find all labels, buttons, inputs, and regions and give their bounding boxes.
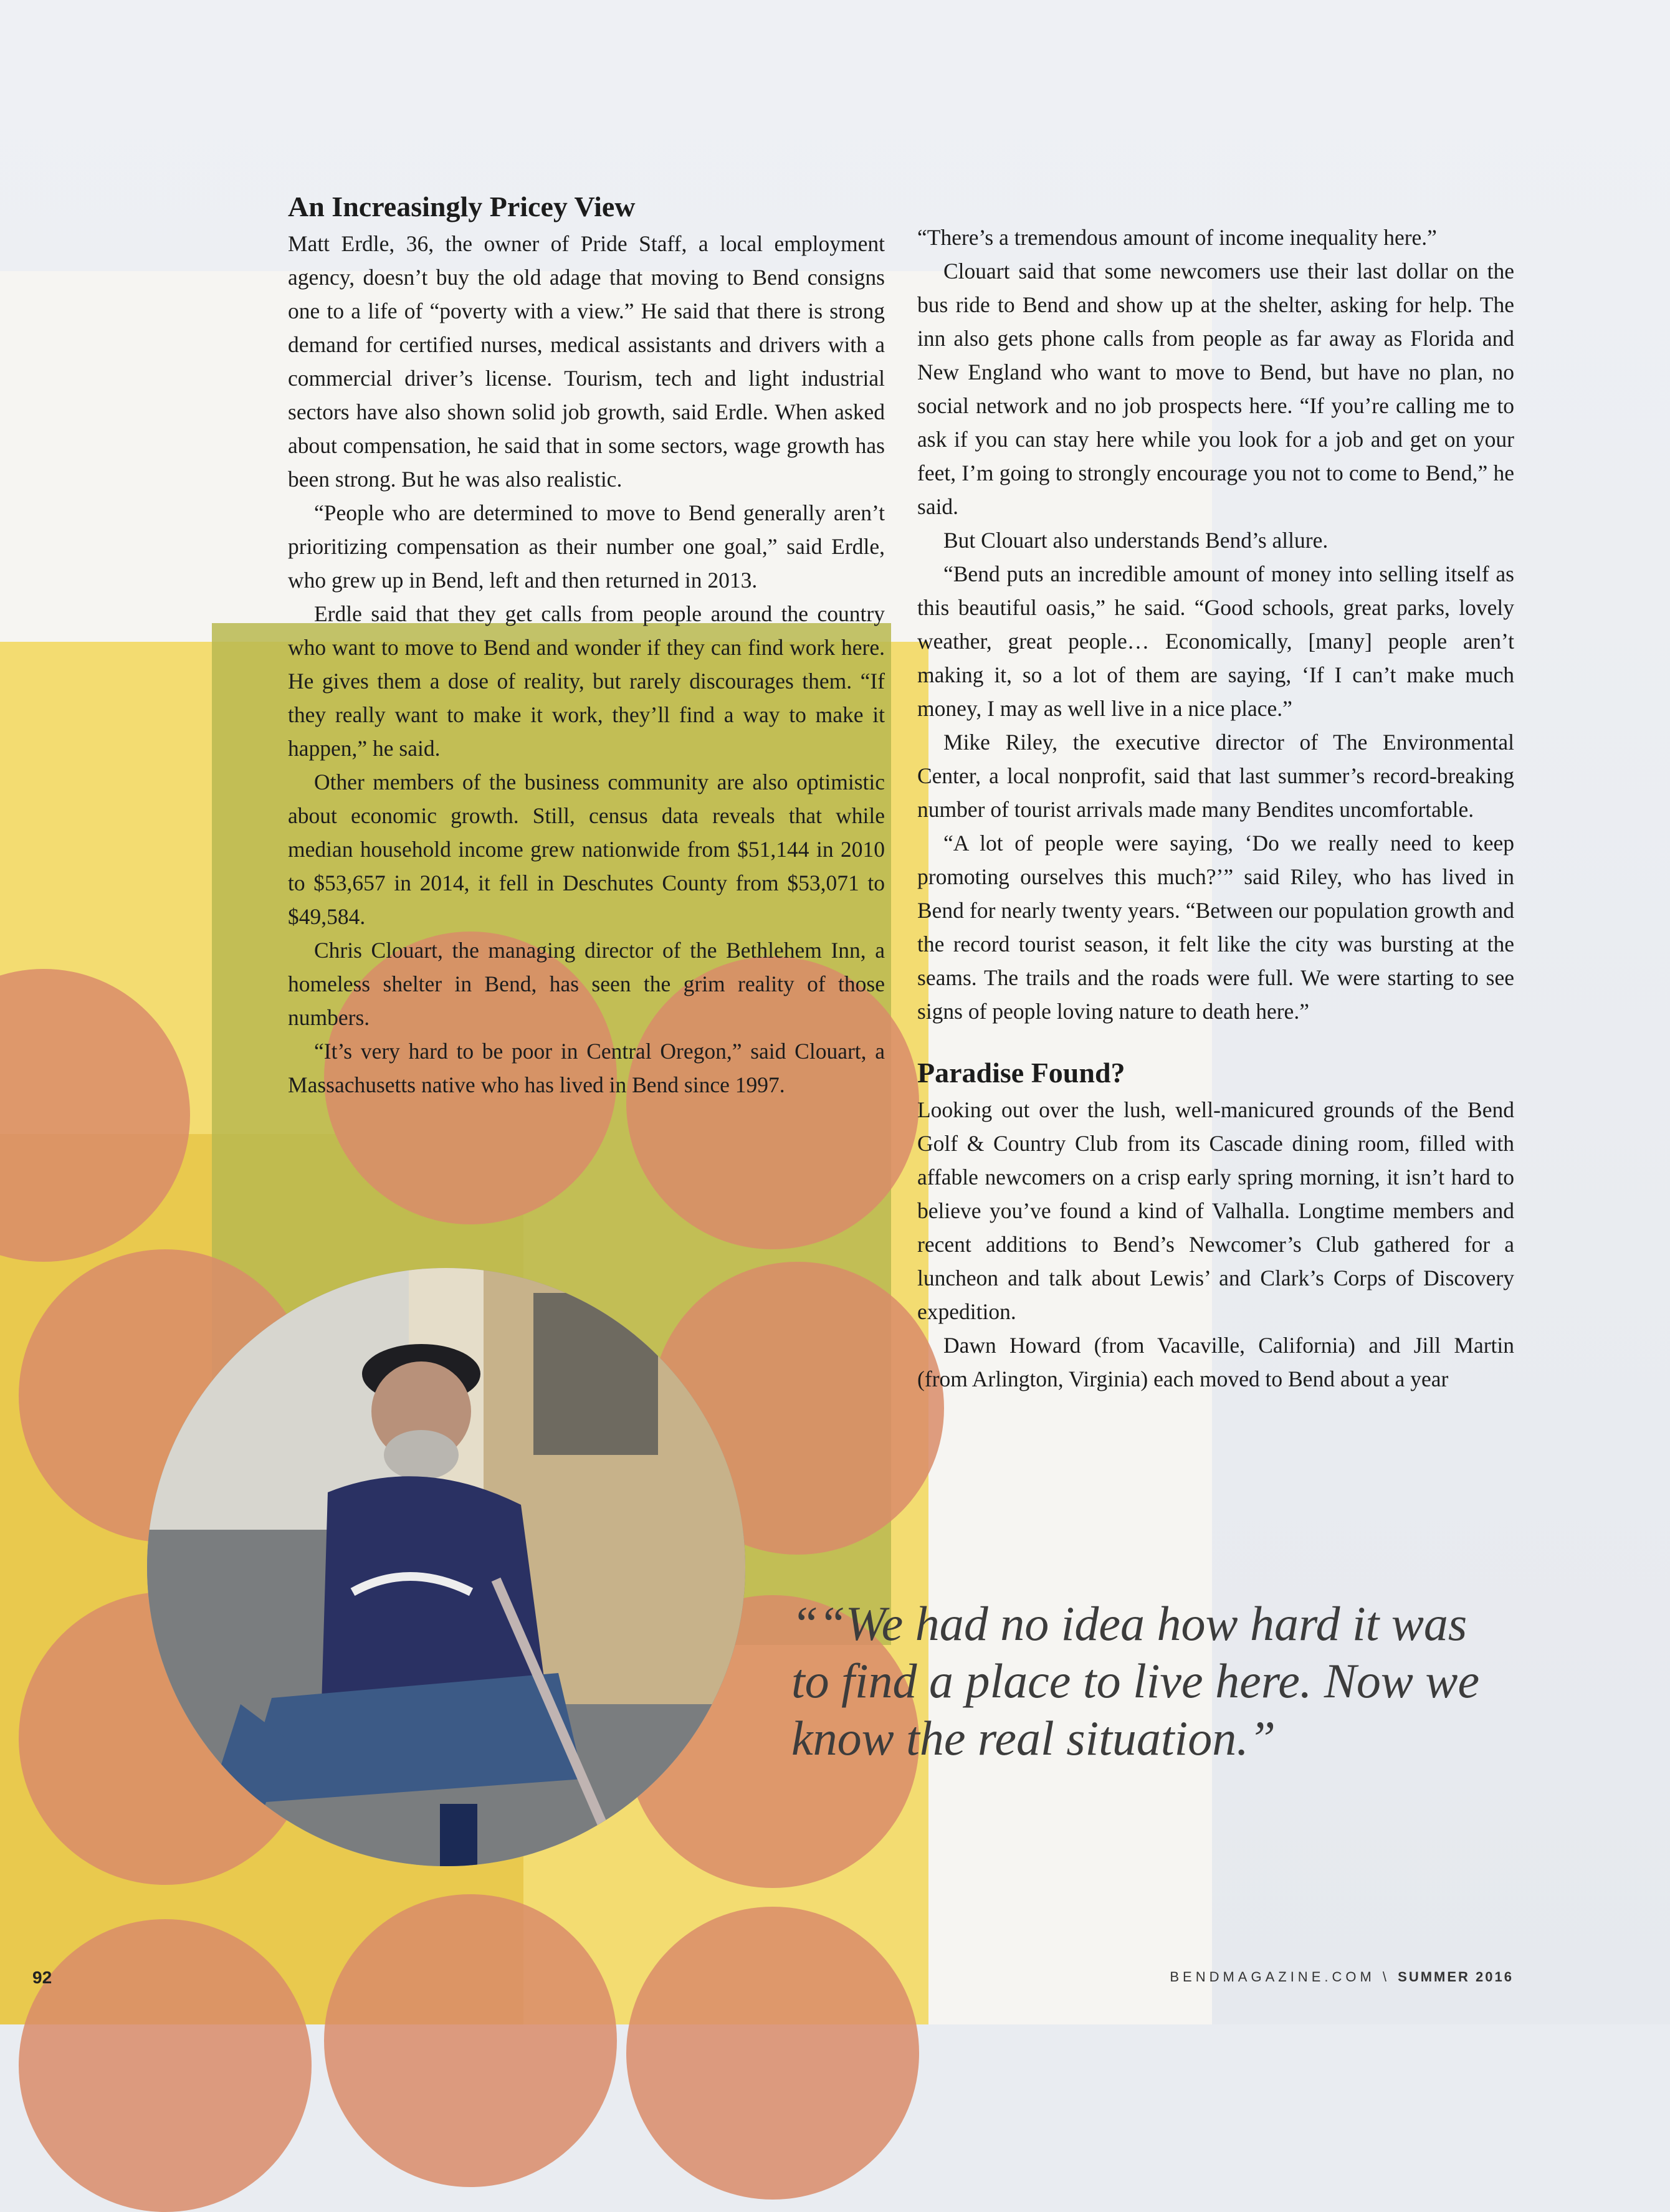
right-column <box>917 221 1514 1396</box>
decor-circle <box>324 1894 617 2187</box>
body-paragraph: Looking out over the lush, well-manicured grounds of the Bend Golf & Country Club from its Cascade dining room, filled with affable newcomers on a crisp early spring morning, it isn’t hard to believe you’ve found a kind of Valhalla. Longtime members and recent additions to Bend’s Newcomer’s Club gathered for a luncheon and talk about Lewis’ and Clark’s Corps of Discovery expedition. <box>917 1097 1514 1324</box>
body-paragraph: Matt Erdle, 36, the owner of Pride Staff, a local employment agency, doesn’t buy the old adage that moving to Bend consigns one to a life of “poverty with a view.” He said that there is strong demand for certified nurses, medical assistants and drivers with a commercial driver’s license. Tourism, tech and light industrial sectors have also shown solid job growth, said Erdle. When asked about compensation, he said that in some sectors, wage growth has been strong. But he was also realistic. <box>288 231 885 492</box>
page-number: 92 <box>32 1968 52 1987</box>
page-footer <box>1170 1969 1514 1985</box>
body-paragraph: Other members of the business community are also optimistic about economic growth. Still, census data reveals that while median household income grew nationwide from $51,144 in 2010 to $53,657 in 2014, it fell in Deschutes County from $53,071 to $49,584. <box>288 770 885 929</box>
body-paragraph: “There’s a tremendous amount of income inequality here.” <box>917 225 1437 250</box>
footer-issue: SUMMER 2016 <box>1398 1969 1514 1985</box>
section-heading: Paradise Found? <box>917 1057 1125 1089</box>
left-column <box>288 187 885 1102</box>
pull-quote: ““We had no idea how hard it was to find a place to live here. Now we know the real situation.” <box>791 1596 1480 1765</box>
body-paragraph: Erdle said that they get calls from people around the country who want to move to Bend and wonder if they can find work here. He gives them a dose of reality, but rarely discourages them. “If they really want to make it work, they’ll find a way to make it happen,” he said. <box>288 601 885 761</box>
body-paragraph: “A lot of people were saying, ‘Do we really need to keep promoting ourselves this much?’” said Riley, who has lived in Bend for nearly twenty years. “Between our population growth and the record tourist season, it felt like the city was bursting at the seams. The trails and the roads were full. We were starting to see signs of people loving nature to death here.” <box>917 831 1514 1024</box>
portrait-illustration <box>147 1268 745 1866</box>
portrait-photo <box>147 1268 745 1866</box>
body-paragraph: Dawn Howard (from Vacaville, California) and Jill Martin (from Arlington, Virginia) each moved to Bend about a year <box>917 1333 1514 1391</box>
decor-circle <box>19 1919 312 2212</box>
body-paragraph: “People who are determined to move to Bend generally aren’t prioritizing compensation as their number one goal,” said Erdle, who grew up in Bend, left and then returned in 2013. <box>288 500 885 593</box>
body-paragraph: “It’s very hard to be poor in Central Oregon,” said Clouart, a Massachusetts native who has lived in Bend since 1997. <box>288 1039 885 1097</box>
body-paragraph: Chris Clouart, the managing director of the Bethlehem Inn, a homeless shelter in Bend, has seen the grim reality of those numbers. <box>288 938 885 1030</box>
body-paragraph: “Bend puts an incredible amount of money into selling itself as this beautiful oasis,” he said. “Good schools, great parks, lovely weather, great people… Economically, [many] people aren’t making it, so a lot of them are saying, ‘If I can’t make much money, I may as well live in a nice place.” <box>917 561 1514 721</box>
body-paragraph: Mike Riley, the executive director of The Environmental Center, a local nonprofit, said that last summer’s record-breaking number of tourist arrivals made many Bendites uncomfortable. <box>917 730 1514 822</box>
footer-site: BENDMAGAZINE.COM \ <box>1170 1969 1391 1985</box>
body-paragraph: But Clouart also understands Bend’s allure. <box>943 528 1329 553</box>
section-heading: An Increasingly Pricey View <box>288 191 636 222</box>
body-paragraph: Clouart said that some newcomers use their last dollar on the bus ride to Bend and show up at the shelter, asking for help. The inn also gets phone calls from people as far away as Florida and New England who want to move to Bend, but have no plan, no social network and no job prospects here. “If you’re calling me to ask if you can stay here while you look for a job and get on your feet, I’m going to strongly encourage you not to come to Bend,” he said. <box>917 259 1514 519</box>
decor-circle <box>626 1907 919 2200</box>
